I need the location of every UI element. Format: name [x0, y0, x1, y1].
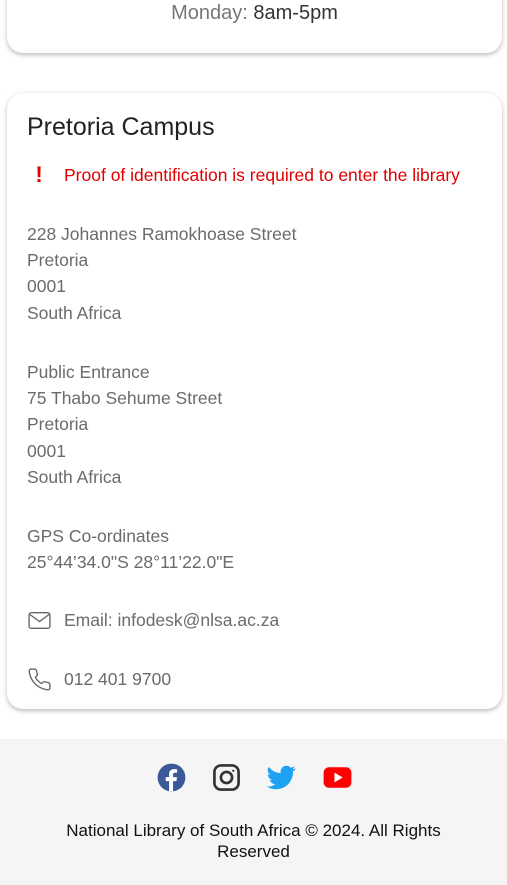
- gps-coordinates: [27, 523, 234, 575]
- id-notice: [27, 164, 460, 186]
- hours-time: 8am-5pm: [253, 2, 338, 24]
- address-line: Pretoria: [27, 414, 89, 435]
- email-contact[interactable]: [27, 608, 279, 633]
- instagram-icon[interactable]: [212, 763, 241, 792]
- address-line: 0001: [27, 440, 66, 461]
- email-text[interactable]: Email: infodesk@nlsa.ac.za: [64, 610, 280, 630]
- campus-title: Pretoria Campus: [27, 113, 215, 141]
- footer: [0, 739, 507, 885]
- campus-card: [7, 93, 502, 709]
- exclamation-icon: !: [35, 162, 43, 187]
- address-line: South Africa: [27, 302, 122, 323]
- youtube-icon[interactable]: [322, 763, 351, 792]
- gps-value: 25°44’34.0"S 28°11’22.0"E: [27, 552, 235, 573]
- mail-icon: [27, 608, 52, 633]
- facebook-icon[interactable]: [157, 763, 186, 792]
- opening-hours: [7, 2, 502, 25]
- public-entrance-address: [27, 359, 222, 490]
- gps-label: GPS Co-ordinates: [27, 526, 170, 546]
- phone-contact[interactable]: [27, 667, 171, 692]
- phone-icon: [27, 667, 52, 692]
- phone-text[interactable]: 012 401 9700: [64, 669, 172, 689]
- hours-day: Monday:: [171, 2, 248, 24]
- twitter-icon[interactable]: [267, 763, 296, 792]
- address-line: 228 Johannes Ramokhoase Street: [27, 224, 297, 244]
- copyright: National Library of South Africa © 2024. All Rights Reserved: [66, 821, 441, 861]
- address-line: 0001: [27, 276, 66, 297]
- address-line: South Africa: [27, 466, 122, 487]
- social-links: [0, 763, 507, 792]
- address-line: 75 Thabo Sehume Street: [27, 388, 223, 409]
- hours-card: [7, 0, 502, 53]
- address-line: Pretoria: [27, 250, 89, 271]
- campus-address: [27, 221, 296, 326]
- id-notice-text: Proof of identification is required to enter the library: [64, 164, 460, 185]
- entrance-label: Public Entrance: [27, 362, 150, 382]
